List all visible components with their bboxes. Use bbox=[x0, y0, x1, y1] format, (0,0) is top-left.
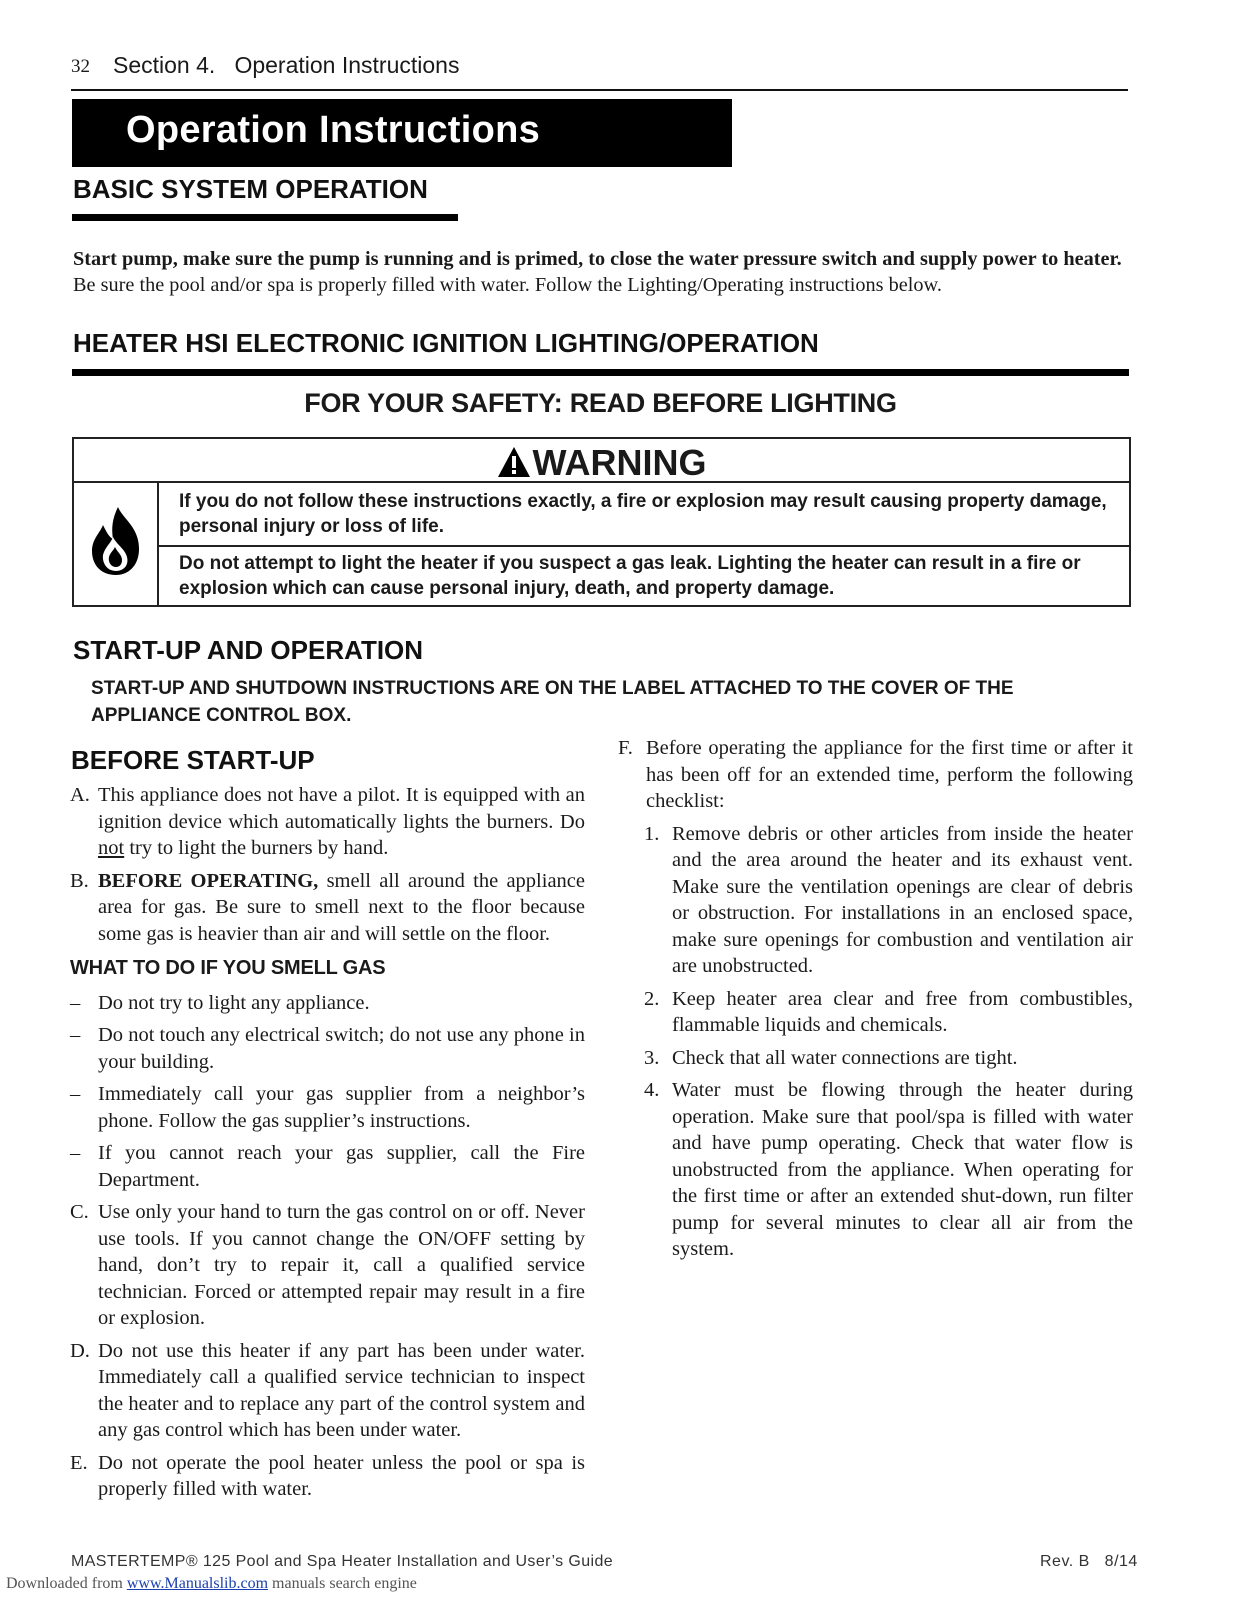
checklist-item bbox=[644, 986, 1133, 1039]
hsi-heading: HEATER HSI ELECTRONIC IGNITION LIGHTING/OPERATION bbox=[73, 328, 819, 358]
warning-box bbox=[72, 437, 1131, 607]
manualslib-link[interactable]: www.Manualslib.com bbox=[126, 1575, 269, 1592]
list-item-d bbox=[70, 1338, 585, 1444]
list-item-b bbox=[70, 868, 585, 948]
item-text: Use only your hand to turn the gas control on or off. Never use tools. If you cannot change the ON/OFF setting by hand, don’t try to repair it, call a qualified service technician. Forced or attempted repair may result in a fire or explosion. bbox=[98, 1201, 585, 1329]
download-notice bbox=[6, 1575, 417, 1593]
download-tail: manuals search engine bbox=[268, 1575, 417, 1592]
item-text: Do not operate the pool heater unless the pool or spa is properly filled with water. bbox=[98, 1451, 585, 1500]
running-header: Section 4. Operation Instructions bbox=[113, 52, 460, 78]
list-item-a bbox=[70, 782, 585, 862]
checklist-text: Water must be flowing through the heater during operation. Make sure that pool/spa is filled with water and have pump operating. Check that water flow is unobstructed from the appliance. When operating for the first time or after an extended shut-down, run filter pump for several minutes to clear all air from the system. bbox=[672, 1079, 1133, 1260]
smell-gas-heading: WHAT TO DO IF YOU SMELL GAS bbox=[70, 957, 386, 979]
item-text: If you cannot reach your gas supplier, call the Fire Department. bbox=[98, 1142, 585, 1191]
before-startup-heading: BEFORE START-UP bbox=[71, 745, 315, 775]
item-label: F. bbox=[618, 737, 633, 759]
checklist-number: 1. bbox=[644, 822, 660, 845]
startup-note: START-UP AND SHUTDOWN INSTRUCTIONS ARE ON THE LABEL ATTACHED TO THE COVER OF THE APPLIANCE CONTROL BOX. bbox=[91, 678, 1014, 726]
dash-bullet: – bbox=[70, 1024, 81, 1046]
checklist-item bbox=[644, 1077, 1133, 1263]
item-label: B. bbox=[70, 869, 89, 892]
item-text: Do not use this heater if any part has been under water. Immediately call a qualified service technician to inspect the heater and to replace any part of the control system and any gas control which has been under water. bbox=[98, 1339, 585, 1441]
list-item bbox=[70, 1081, 585, 1134]
checklist-item bbox=[644, 1045, 1133, 1072]
item-text: smell all around the appliance area for gas. Be sure to smell next to the floor because some gas is heavier than air and will settle on the floor. bbox=[98, 869, 585, 945]
startup-heading: START-UP AND OPERATION bbox=[73, 635, 424, 665]
warning-triangle-icon bbox=[497, 446, 531, 478]
left-column bbox=[70, 782, 585, 1509]
list-item bbox=[70, 1022, 585, 1075]
item-label: A. bbox=[70, 784, 90, 806]
checklist-text: Keep heater area clear and free from combustibles, flammable liquids and chemicals. bbox=[672, 987, 1133, 1036]
checklist-number: 4. bbox=[644, 1079, 660, 1101]
checklist-text: Check that all water connections are tight. bbox=[672, 1046, 1018, 1069]
list-item-f bbox=[618, 735, 1133, 815]
checklist-number: 2. bbox=[644, 987, 660, 1010]
item-label: E. bbox=[70, 1451, 88, 1474]
warning-line-2: Do not attempt to light the heater if you suspect a gas leak. Lighting the heater can result in a fire or explosion which can cause personal injury, death, and property damage. bbox=[179, 553, 1081, 599]
checklist-text: Remove debris or other articles from inside the heater and the area around the heater and its exhaust vent. Make sure the ventilation openings are clear of debris or obstruction. For installations in an enclosed space, make sure openings for combustion and ventilation air are unobstructed. bbox=[672, 822, 1133, 977]
warning-title-row bbox=[74, 439, 1129, 483]
list-item bbox=[70, 1140, 585, 1193]
footer-revision: Rev. B 8/14 bbox=[1040, 1553, 1138, 1570]
page-title: Operation Instructions bbox=[126, 109, 541, 151]
basic-operation-heading: BASIC SYSTEM OPERATION bbox=[73, 174, 428, 204]
list-item-e bbox=[70, 1450, 585, 1503]
title-banner bbox=[72, 99, 732, 167]
checklist-item bbox=[644, 821, 1133, 980]
item-text: Do not touch any electrical switch; do not use any phone in your building. bbox=[98, 1024, 585, 1073]
dash-bullet: – bbox=[70, 1083, 81, 1105]
dash-bullet: – bbox=[70, 991, 81, 1014]
item-emphasis: not bbox=[98, 837, 125, 859]
list-item-c bbox=[70, 1199, 585, 1332]
intro-text: Be sure the pool and/or spa is properly filled with water. Follow the Lighting/Operating instructions below. bbox=[73, 274, 942, 296]
page-number: 32 bbox=[71, 56, 90, 77]
item-bold-text: BEFORE OPERATING, bbox=[98, 869, 319, 892]
item-text: try to light the burners by hand. bbox=[124, 837, 389, 859]
item-text: This appliance does not have a pilot. It is equipped with an ignition device which automatically lights the burners. Do bbox=[98, 784, 585, 833]
header-rule bbox=[71, 89, 1128, 91]
heading-rule bbox=[72, 214, 458, 221]
right-column bbox=[618, 735, 1133, 1269]
safety-heading: FOR YOUR SAFETY: READ BEFORE LIGHTING bbox=[304, 388, 897, 418]
item-text: Do not try to light any appliance. bbox=[98, 991, 370, 1014]
warning-line-1: If you do not follow these instructions exactly, a fire or explosion may result causing property damage, personal injury or loss of life. bbox=[179, 491, 1107, 537]
fire-icon bbox=[87, 505, 145, 577]
warning-icon-cell bbox=[74, 483, 159, 605]
list-item bbox=[70, 990, 585, 1017]
checklist-number: 3. bbox=[644, 1046, 660, 1069]
warning-title: WARNING bbox=[532, 442, 707, 483]
heading-rule bbox=[72, 369, 1129, 376]
item-text: Immediately call your gas supplier from a neighbor’s phone. Follow the gas supplier’s instructions. bbox=[98, 1083, 585, 1132]
dash-bullet: – bbox=[70, 1142, 81, 1164]
item-label: C. bbox=[70, 1201, 89, 1223]
warning-divider bbox=[159, 545, 1129, 547]
basic-intro-paragraph bbox=[73, 246, 1133, 298]
download-label: Downloaded from bbox=[6, 1575, 123, 1592]
intro-bold-text: Start pump, make sure the pump is running and is primed, to close the water pressure switch and supply power to heater. bbox=[73, 248, 1122, 270]
footer-guide-title: MASTERTEMP® 125 Pool and Spa Heater Installation and User’s Guide bbox=[71, 1553, 614, 1570]
item-label: D. bbox=[70, 1339, 90, 1362]
item-text: Before operating the appliance for the first time or after it has been off for an extended time, perform the following checklist: bbox=[646, 737, 1133, 812]
